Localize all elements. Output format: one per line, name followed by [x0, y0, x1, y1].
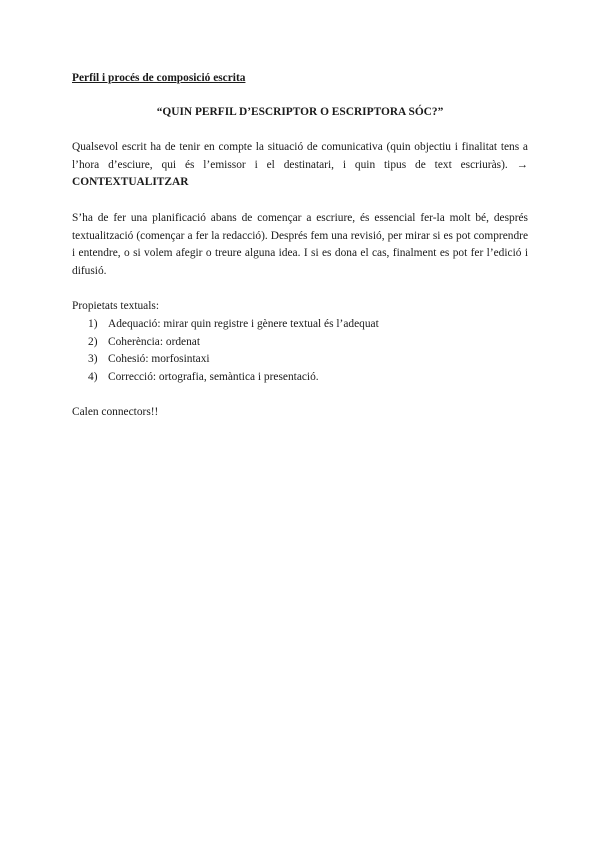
- list-item: [88, 334, 528, 352]
- properties-list: [72, 316, 528, 386]
- closing-note: Calen connectors!!: [72, 406, 159, 419]
- arrow-glyph: →: [507, 158, 528, 171]
- document-title: “QUIN PERFIL D’ESCRIPTOR O ESCRIPTORA SÓC?”: [156, 105, 444, 118]
- document-heading: Perfil i procés de composició escrita: [72, 72, 246, 84]
- paragraph-context: [72, 139, 528, 192]
- list-item-number: 1): [88, 317, 98, 330]
- list-item: [88, 351, 528, 369]
- list-item-number: 4): [88, 370, 98, 383]
- list-item-number: 2): [88, 335, 98, 348]
- list-item-text: Correcció: ortografia, semàntica i presentació.: [108, 370, 319, 383]
- list-item-text: Adequació: mirar quin registre i gènere textual és l’adequat: [108, 317, 379, 330]
- list-item: [88, 316, 528, 334]
- paragraph-context-text: Qualsevol escrit ha de tenir en compte la situació de comunicativa (quin objectiu i finalitat tens a l’hora d’esciure, qui és l’emissor i el destinatari, i quin tipus de text escriuràs).: [72, 141, 528, 171]
- properties-label: Propietats textuals:: [72, 300, 159, 313]
- list-item: [88, 369, 528, 387]
- paragraph-process: S’ha de fer una planificació abans de començar a escriure, és essencial fer-la molt bé, després textualització (començar a fer la redacció). Després fem una revisió, per mirar si es pot comprendre i entendre, o si volem afegir o treure alguna idea. I si es dona el cas, finalment es pot fer l’edició i difusió.: [72, 211, 528, 277]
- list-item-text: Coherència: ordenat: [108, 335, 201, 348]
- list-item-text: Cohesió: morfosintaxi: [108, 353, 210, 366]
- document-page: [72, 70, 528, 422]
- paragraph-context-emphasis: CONTEXTUALITZAR: [72, 176, 189, 189]
- list-item-number: 3): [88, 353, 98, 366]
